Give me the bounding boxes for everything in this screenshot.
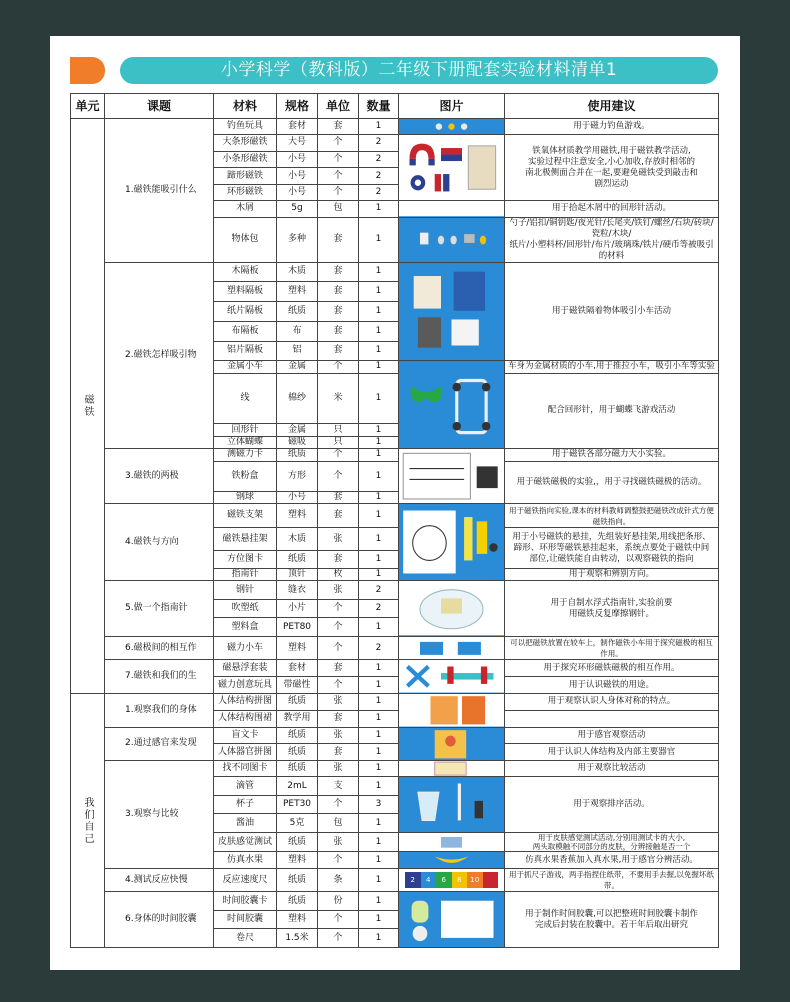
qty-cell: 1 bbox=[359, 814, 399, 832]
qty-cell: 2 bbox=[359, 168, 399, 185]
material-cell: 指南针 bbox=[214, 569, 277, 581]
spec-cell: 小号 bbox=[277, 168, 318, 185]
advice-cell: 用于认识磁铁的用途。 bbox=[505, 677, 719, 694]
table-row bbox=[71, 694, 719, 711]
spec-cell: 纸质 bbox=[277, 449, 318, 461]
measure-cell: 张 bbox=[318, 761, 359, 777]
qty-cell: 1 bbox=[359, 677, 399, 694]
material-cell: 人体器官拼图 bbox=[214, 744, 277, 761]
spec-cell: 纸质 bbox=[277, 694, 318, 711]
measure-cell: 个 bbox=[318, 677, 359, 694]
spec-cell: 纸质 bbox=[277, 832, 318, 852]
floating-compass-photo bbox=[399, 581, 505, 636]
qty-cell: 1 bbox=[359, 777, 399, 795]
advice-cell: 用于观察排序活动。 bbox=[505, 777, 719, 832]
material-cell: 仿真水果 bbox=[214, 852, 277, 868]
topic-cell: 1.磁铁能吸引什么 bbox=[105, 119, 214, 263]
table-row bbox=[71, 660, 719, 677]
material-cell: 磁悬浮套装 bbox=[214, 660, 277, 677]
qty-cell: 2 bbox=[359, 184, 399, 201]
measure-cell: 张 bbox=[318, 581, 359, 599]
material-cell: 钓鱼玩具 bbox=[214, 119, 277, 135]
advice-cell: 用于感官观察活动 bbox=[505, 727, 719, 744]
material-cell: 布隔板 bbox=[214, 321, 277, 341]
material-cell: 杯子 bbox=[214, 795, 277, 813]
qty-cell: 1 bbox=[359, 910, 399, 928]
material-cell: 酱油 bbox=[214, 814, 277, 832]
topic-cell: 5.做一个指南针 bbox=[105, 581, 214, 636]
spec-cell: PET80 bbox=[277, 618, 318, 636]
advice-cell: 用于探究环形磁铁磁极的相互作用。 bbox=[505, 660, 719, 677]
spec-cell: 金属 bbox=[277, 424, 318, 436]
material-cell: 盲文卡 bbox=[214, 727, 277, 744]
material-cell: 塑料隔板 bbox=[214, 282, 277, 302]
topic-cell: 3.磁铁的两极 bbox=[105, 449, 214, 504]
measure-cell: 套 bbox=[318, 262, 359, 282]
qty-cell: 1 bbox=[359, 424, 399, 436]
topic-cell: 2.磁铁怎样吸引物 bbox=[105, 262, 214, 449]
spot-difference-card-photo bbox=[399, 761, 505, 777]
spec-cell: 缝衣 bbox=[277, 581, 318, 599]
advice-cell bbox=[505, 710, 719, 727]
spec-cell: 木质 bbox=[277, 528, 318, 551]
advice-cell: 用于磁铁指向实验,课本的材料教师调整鼓把磁铁改成针式方便磁铁指向。 bbox=[505, 504, 719, 528]
header-spec: 规格 bbox=[277, 94, 318, 119]
measure-cell: 枚 bbox=[318, 569, 359, 581]
spec-cell: 5g bbox=[277, 201, 318, 217]
measure-cell: 个 bbox=[318, 135, 359, 152]
measure-cell: 套 bbox=[318, 551, 359, 569]
spec-cell: 小片 bbox=[277, 599, 318, 617]
qty-cell: 1 bbox=[359, 282, 399, 302]
measure-cell: 只 bbox=[318, 424, 359, 436]
qty-cell: 2 bbox=[359, 581, 399, 599]
measure-cell: 个 bbox=[318, 449, 359, 461]
measure-cell: 套 bbox=[318, 302, 359, 322]
material-cell: 滴管 bbox=[214, 777, 277, 795]
measure-cell: 张 bbox=[318, 694, 359, 711]
spec-cell: 纸质 bbox=[277, 868, 318, 892]
spec-cell: 纸质 bbox=[277, 744, 318, 761]
qty-cell: 1 bbox=[359, 449, 399, 461]
material-cell: 磁力创意玩具 bbox=[214, 677, 277, 694]
material-cell: 吹塑纸 bbox=[214, 599, 277, 617]
qty-cell: 1 bbox=[359, 660, 399, 677]
qty-cell: 1 bbox=[359, 217, 399, 262]
measure-cell: 套 bbox=[318, 492, 359, 504]
measure-cell: 个 bbox=[318, 910, 359, 928]
qty-cell: 1 bbox=[359, 492, 399, 504]
qty-cell: 1 bbox=[359, 528, 399, 551]
advice-cell: 铁氧体材质教学用磁铁,用于磁铁教学活动, 实验过程中注意安全,小心加收,存放时相邻的 南北极侧面合并在一起,要避免磁铁受到敲击和 剧烈运动 bbox=[505, 135, 719, 201]
time-capsule-photo bbox=[399, 892, 505, 948]
qty-cell: 2 bbox=[359, 151, 399, 168]
spec-cell: 塑料 bbox=[277, 636, 318, 660]
spec-cell: 2mL bbox=[277, 777, 318, 795]
spec-cell: 磁吸 bbox=[277, 436, 318, 448]
measure-cell: 个 bbox=[318, 151, 359, 168]
qty-cell: 1 bbox=[359, 461, 399, 492]
table-row bbox=[71, 581, 719, 599]
qty-cell: 2 bbox=[359, 599, 399, 617]
material-cell: 线 bbox=[214, 373, 277, 424]
material-cell: 大条形磁铁 bbox=[214, 135, 277, 152]
advice-cell: 用于皮肤感觉测试活动,分别用测试卡的大小, 两头取模触不同部分的皮肤，分辨接触是否一个 bbox=[505, 832, 719, 852]
advice-cell: 用于磁铁磁极的实验,，用于寻找磁铁磁极的活动。 bbox=[505, 461, 719, 504]
material-cell: 反应速度尺 bbox=[214, 868, 277, 892]
spec-cell: 多种 bbox=[277, 217, 318, 262]
qty-cell: 1 bbox=[359, 551, 399, 569]
topic-cell: 7.磁铁和我们的生 bbox=[105, 660, 214, 694]
fishing-toy-photo bbox=[399, 119, 505, 135]
measure-cell: 个 bbox=[318, 361, 359, 373]
material-cell: 时间胶囊卡 bbox=[214, 892, 277, 910]
advice-cell: 用于制作时间胶囊,可以把整班时间胶囊卡制作 完成后封装在胶囊中。若干年后取出研究 bbox=[505, 892, 719, 948]
material-cell: 人体结构拼图 bbox=[214, 694, 277, 711]
sawdust-photo bbox=[399, 201, 505, 217]
spec-cell: 纸质 bbox=[277, 302, 318, 322]
qty-cell: 1 bbox=[359, 341, 399, 361]
qty-cell: 2 bbox=[359, 135, 399, 152]
header-topic: 课题 bbox=[105, 94, 214, 119]
material-cell: 蹄形磁铁 bbox=[214, 168, 277, 185]
table-row bbox=[71, 636, 719, 660]
advice-cell: 用于拾起木屑中的回形针活动。 bbox=[505, 201, 719, 217]
advice-cell: 用于观察比较活动 bbox=[505, 761, 719, 777]
measure-cell: 张 bbox=[318, 727, 359, 744]
spec-cell: 木质 bbox=[277, 262, 318, 282]
measure-cell: 个 bbox=[318, 599, 359, 617]
advice-cell: 可以把磁铁放置在较车上，制作磁铁小车用于探究磁极的相互作用。 bbox=[505, 636, 719, 660]
skin-test-photo bbox=[399, 832, 505, 852]
topic-cell: 3.观察与比较 bbox=[105, 761, 214, 868]
qty-cell: 1 bbox=[359, 694, 399, 711]
spec-cell: 大号 bbox=[277, 135, 318, 152]
measure-cell: 套 bbox=[318, 660, 359, 677]
material-cell: 钢球 bbox=[214, 492, 277, 504]
table-row bbox=[71, 761, 719, 777]
table-row bbox=[71, 868, 719, 892]
material-cell: 小条形磁铁 bbox=[214, 151, 277, 168]
advice-cell: 用于磁铁隔着物体吸引小车活动 bbox=[505, 262, 719, 361]
spec-cell: 教学用 bbox=[277, 710, 318, 727]
measure-cell: 个 bbox=[318, 929, 359, 948]
advice-cell: 车身为金属材质的小车,用于推拉小车，吸引小车等实验 bbox=[505, 361, 719, 373]
qty-cell: 1 bbox=[359, 618, 399, 636]
qty-cell: 2 bbox=[359, 636, 399, 660]
qty-cell: 1 bbox=[359, 710, 399, 727]
spec-cell: 纸质 bbox=[277, 761, 318, 777]
advice-cell: 用于认识人体结构及内部主要器官 bbox=[505, 744, 719, 761]
topic-cell: 2.通过感官来发现 bbox=[105, 727, 214, 761]
spec-cell: 棉纱 bbox=[277, 373, 318, 424]
object-kit-photo bbox=[399, 217, 505, 262]
measure-cell: 包 bbox=[318, 814, 359, 832]
material-cell: 皮肤感觉测试 bbox=[214, 832, 277, 852]
material-cell: 找不同图卡 bbox=[214, 761, 277, 777]
qty-cell: 1 bbox=[359, 262, 399, 282]
advice-cell: 配合回形针，用于蝴蝶飞游戏活动 bbox=[505, 373, 719, 448]
spec-cell: 纸质 bbox=[277, 892, 318, 910]
fake-fruit-photo bbox=[399, 852, 505, 868]
measure-cell: 个 bbox=[318, 461, 359, 492]
qty-cell: 1 bbox=[359, 436, 399, 448]
unit-magnet: 磁铁 bbox=[71, 119, 105, 694]
topic-cell: 4.测试反应快慢 bbox=[105, 868, 214, 892]
spec-cell: PET30 bbox=[277, 795, 318, 813]
measure-cell: 包 bbox=[318, 201, 359, 217]
table-row bbox=[71, 119, 719, 135]
advice-cell: 勺子/铝扣/铜钥匙/夜光针/长尾夹/铁钉/螺丝/石块/砖块/瓷粒/木块/ 纸片/小塑料杯/回形针/布片/玻璃珠/铁片/硬币等被吸引的材料 bbox=[505, 217, 719, 262]
spec-cell: 1.5米 bbox=[277, 929, 318, 948]
header-pic: 图片 bbox=[399, 94, 505, 119]
material-cell: 回形针 bbox=[214, 424, 277, 436]
measure-cell: 只 bbox=[318, 436, 359, 448]
measure-cell: 套 bbox=[318, 341, 359, 361]
material-cell: 卷尺 bbox=[214, 929, 277, 948]
qty-cell: 1 bbox=[359, 321, 399, 341]
qty-cell: 1 bbox=[359, 852, 399, 868]
measure-cell: 套 bbox=[318, 504, 359, 528]
advice-cell: 用于抓尺子游戏，两手指捏住纸带，不要用手去握,以免握坏纸带。 bbox=[505, 868, 719, 892]
spec-cell: 方形 bbox=[277, 461, 318, 492]
qty-cell: 1 bbox=[359, 373, 399, 424]
measure-cell: 套 bbox=[318, 217, 359, 262]
magnets-photo bbox=[399, 135, 505, 201]
measure-cell: 套 bbox=[318, 744, 359, 761]
spec-cell: 小号 bbox=[277, 151, 318, 168]
spec-cell: 小号 bbox=[277, 492, 318, 504]
measure-cell: 套 bbox=[318, 710, 359, 727]
material-cell: 铝片隔板 bbox=[214, 341, 277, 361]
body-puzzle-photo bbox=[399, 694, 505, 728]
material-cell: 测磁力卡 bbox=[214, 449, 277, 461]
measure-cell: 份 bbox=[318, 892, 359, 910]
spec-cell: 纸质 bbox=[277, 551, 318, 569]
advice-cell: 用于小号磁铁的悬挂，先组装好悬挂架,用线把条形、 蹄形、环形等磁铁悬挂起来，系统点要处于磁铁中间 部位,让磁铁能自由转动，以观察磁铁的指向 bbox=[505, 528, 719, 569]
measure-cell: 张 bbox=[318, 832, 359, 852]
material-cell: 金属小车 bbox=[214, 361, 277, 373]
header-qty: 数量 bbox=[359, 94, 399, 119]
barrier-boards-photo bbox=[399, 262, 505, 361]
qty-cell: 1 bbox=[359, 868, 399, 892]
header-advice: 使用建议 bbox=[505, 94, 719, 119]
magnetic-force-card-photo bbox=[399, 449, 505, 504]
qty-cell: 1 bbox=[359, 892, 399, 910]
table-row bbox=[71, 892, 719, 910]
measure-cell: 个 bbox=[318, 636, 359, 660]
material-cell: 磁铁支架 bbox=[214, 504, 277, 528]
header-measure: 单位 bbox=[318, 94, 359, 119]
material-cell: 磁铁悬挂架 bbox=[214, 528, 277, 551]
measure-cell: 米 bbox=[318, 373, 359, 424]
material-cell: 纸片隔板 bbox=[214, 302, 277, 322]
measure-cell: 个 bbox=[318, 618, 359, 636]
spec-cell: 铝 bbox=[277, 341, 318, 361]
material-cell: 木隔板 bbox=[214, 262, 277, 282]
material-cell: 环形磁铁 bbox=[214, 184, 277, 201]
spec-cell: 顶针 bbox=[277, 569, 318, 581]
spec-cell: 5克 bbox=[277, 814, 318, 832]
material-cell: 磁力小车 bbox=[214, 636, 277, 660]
topic-cell: 4.磁铁与方向 bbox=[105, 504, 214, 581]
advice-cell: 用于观察和辨别方向。 bbox=[505, 569, 719, 581]
material-cell: 塑料盒 bbox=[214, 618, 277, 636]
magnetic-car-photo bbox=[399, 636, 505, 660]
measure-cell: 支 bbox=[318, 777, 359, 795]
maglev-toy-photo bbox=[399, 660, 505, 694]
qty-cell: 3 bbox=[359, 795, 399, 813]
table-row bbox=[71, 504, 719, 528]
qty-cell: 1 bbox=[359, 201, 399, 217]
material-cell: 钢针 bbox=[214, 581, 277, 599]
spec-cell: 金属 bbox=[277, 361, 318, 373]
car-butterfly-photo bbox=[399, 361, 505, 449]
qty-cell: 1 bbox=[359, 504, 399, 528]
qty-cell: 1 bbox=[359, 761, 399, 777]
measure-cell: 条 bbox=[318, 868, 359, 892]
unit-self: 我们自己 bbox=[71, 694, 105, 948]
measure-cell: 套 bbox=[318, 321, 359, 341]
topic-cell: 6.磁极间的相互作 bbox=[105, 636, 214, 660]
material-cell: 立体蝴蝶 bbox=[214, 436, 277, 448]
spec-cell: 带磁性 bbox=[277, 677, 318, 694]
material-cell: 方位图卡 bbox=[214, 551, 277, 569]
measure-cell: 套 bbox=[318, 119, 359, 135]
measure-cell: 个 bbox=[318, 168, 359, 185]
spec-cell: 套材 bbox=[277, 119, 318, 135]
topic-cell: 1.观察我们的身体 bbox=[105, 694, 214, 728]
header-unit: 单元 bbox=[71, 94, 105, 119]
advice-cell: 仿真水果香蕉加入真水果,用于感官分辨活动。 bbox=[505, 852, 719, 868]
advice-cell: 用于磁铁各部分磁力大小实验。 bbox=[505, 449, 719, 461]
qty-cell: 1 bbox=[359, 569, 399, 581]
materials-table bbox=[70, 93, 719, 948]
spec-cell: 小号 bbox=[277, 184, 318, 201]
qty-cell: 1 bbox=[359, 727, 399, 744]
dropper-cups-photo bbox=[399, 777, 505, 832]
qty-cell: 1 bbox=[359, 119, 399, 135]
spec-cell: 纸质 bbox=[277, 727, 318, 744]
spec-cell: 塑料 bbox=[277, 282, 318, 302]
material-cell: 物体包 bbox=[214, 217, 277, 262]
reaction-ruler-photo: 2 4 6 8 10 bbox=[399, 868, 505, 892]
measure-cell: 套 bbox=[318, 282, 359, 302]
qty-cell: 1 bbox=[359, 929, 399, 948]
spec-cell: 套材 bbox=[277, 660, 318, 677]
material-cell: 时间胶囊 bbox=[214, 910, 277, 928]
page-title: 小学科学（教科版）二年级下册配套实验材料清单1 bbox=[120, 57, 718, 84]
measure-cell: 个 bbox=[318, 852, 359, 868]
orange-tab-decoration bbox=[70, 57, 105, 84]
spec-cell: 塑料 bbox=[277, 910, 318, 928]
material-cell: 铁粉盒 bbox=[214, 461, 277, 492]
material-cell: 木屑 bbox=[214, 201, 277, 217]
qty-cell: 1 bbox=[359, 302, 399, 322]
header-row bbox=[71, 94, 719, 119]
spec-cell: 塑料 bbox=[277, 852, 318, 868]
table-row bbox=[71, 727, 719, 744]
advice-cell: 用于磁力钓鱼游戏。 bbox=[505, 119, 719, 135]
spec-cell: 塑料 bbox=[277, 504, 318, 528]
organ-puzzle-photo bbox=[399, 727, 505, 761]
advice-cell: 用于观察认识人身体对称的特点。 bbox=[505, 694, 719, 711]
qty-cell: 1 bbox=[359, 832, 399, 852]
qty-cell: 1 bbox=[359, 744, 399, 761]
compass-kit-photo bbox=[399, 504, 505, 581]
topic-cell: 6.身体的时间胶囊 bbox=[105, 892, 214, 948]
qty-cell: 1 bbox=[359, 361, 399, 373]
advice-cell: 用于自制水浮式指南针,实验前要 用磁铁反复摩擦钢针。 bbox=[505, 581, 719, 636]
material-cell: 人体结构围裙 bbox=[214, 710, 277, 727]
measure-cell: 张 bbox=[318, 528, 359, 551]
spec-cell: 布 bbox=[277, 321, 318, 341]
header-material: 材料 bbox=[214, 94, 277, 119]
table-row bbox=[71, 262, 719, 282]
table-row bbox=[71, 449, 719, 461]
measure-cell: 个 bbox=[318, 795, 359, 813]
measure-cell: 个 bbox=[318, 184, 359, 201]
